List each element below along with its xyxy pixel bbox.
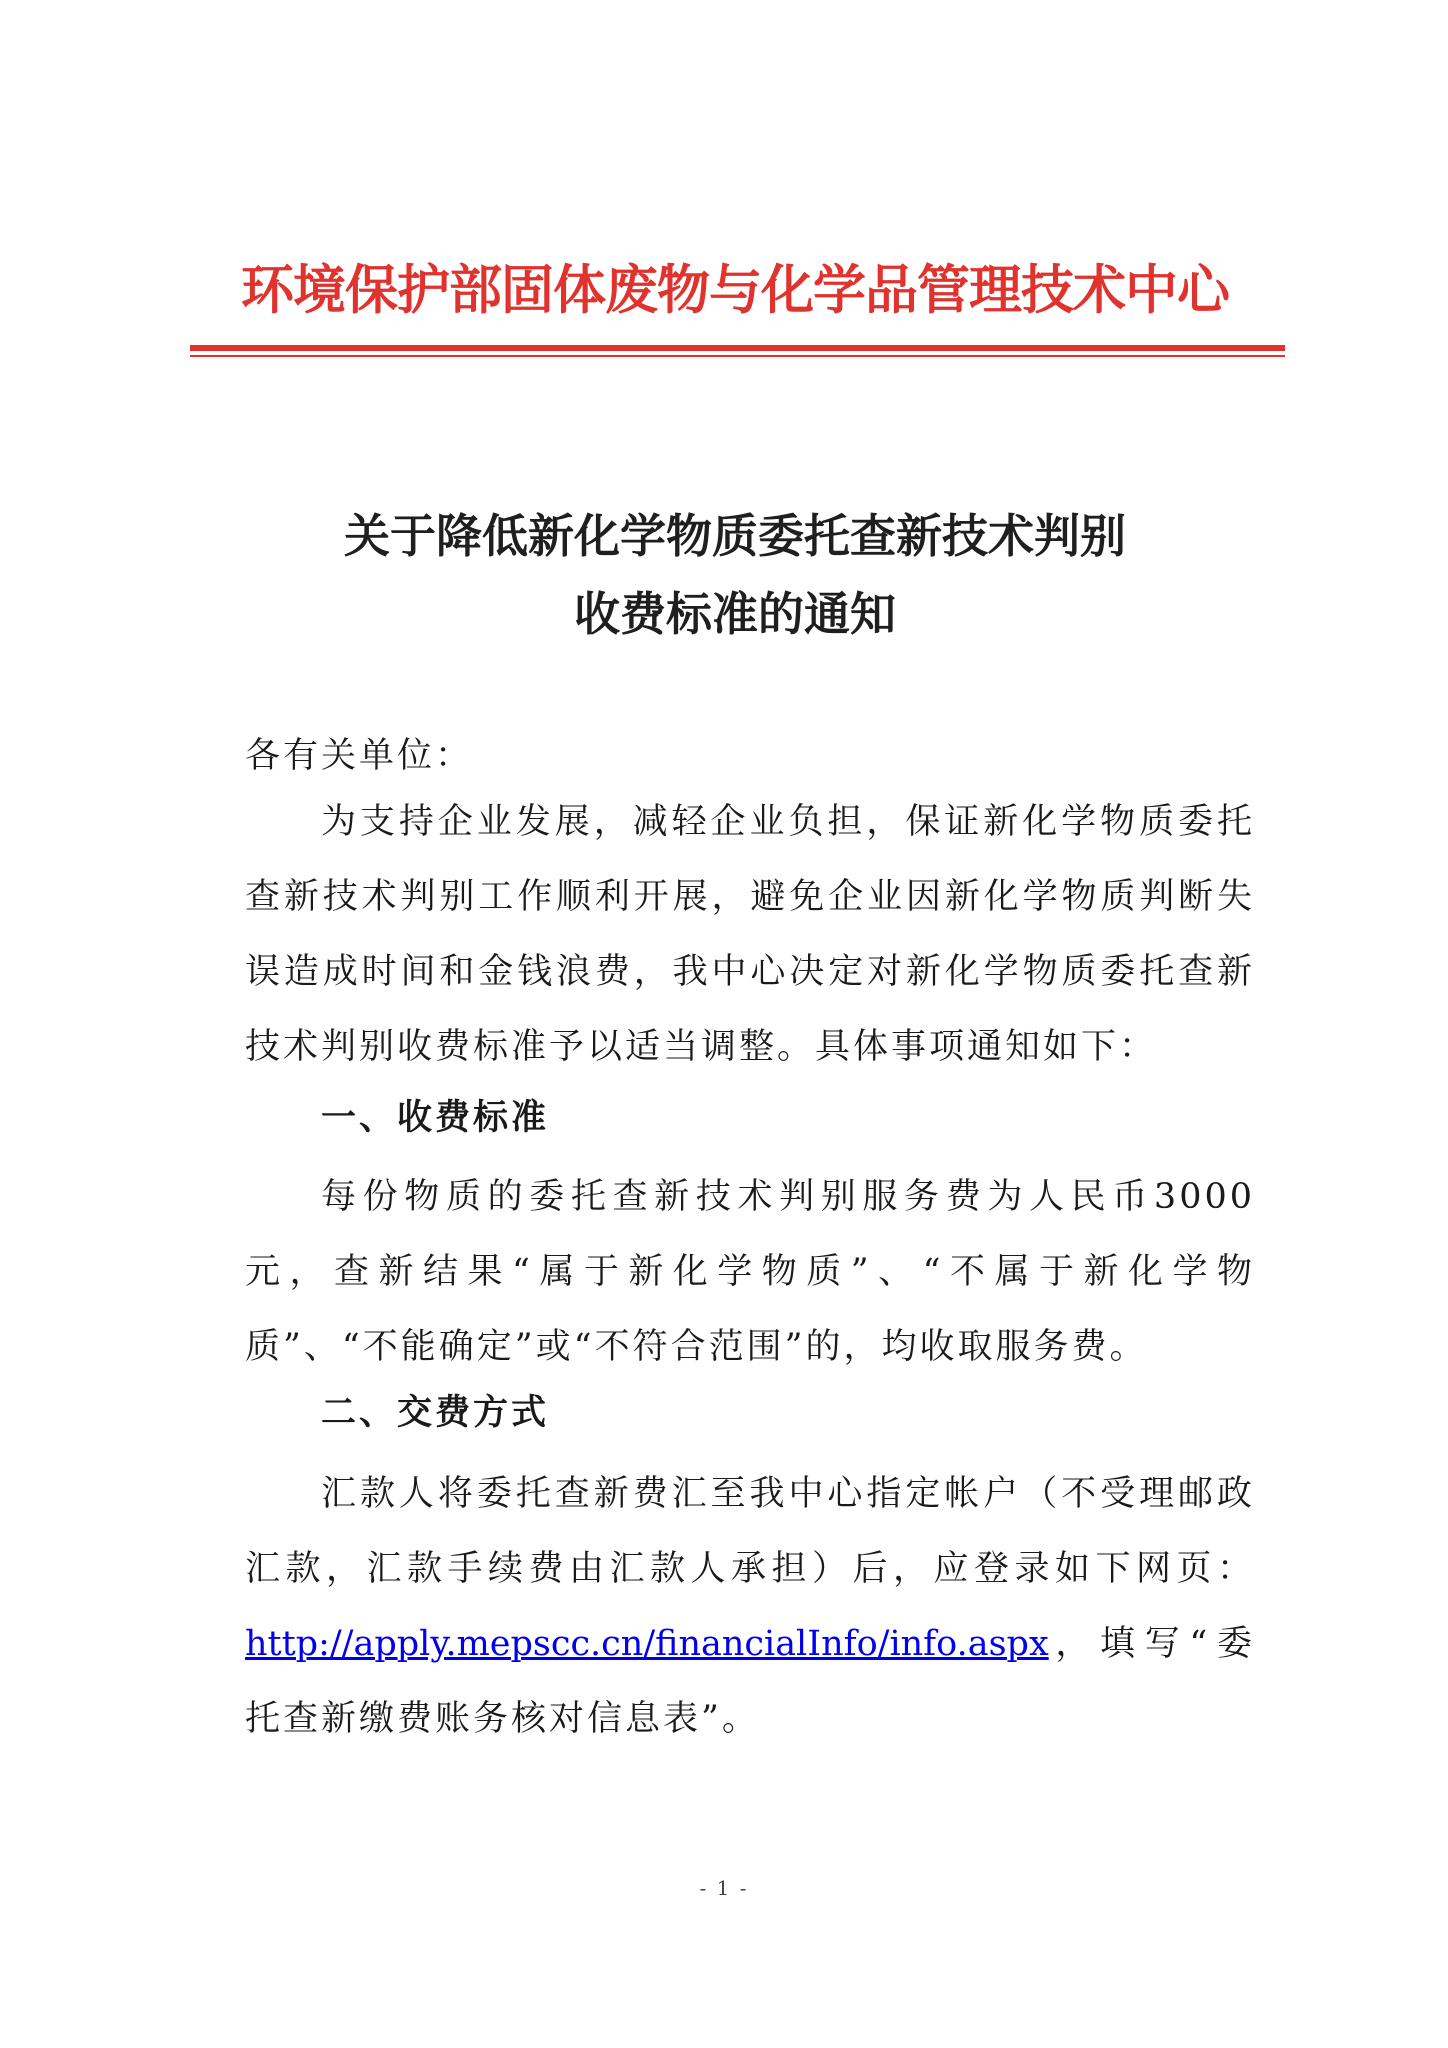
letterhead-red-rule xyxy=(190,345,1285,351)
letterhead-red-rule-thin xyxy=(190,355,1285,357)
document-title-line-2: 收费标准的通知 xyxy=(574,587,896,641)
salutation: 各有关单位： xyxy=(245,736,474,776)
section-heading-fee-standard: 一、收费标准 xyxy=(321,1097,550,1138)
document-title-line-1: 关于降低新化学物质委托查新技术判别 xyxy=(344,509,1126,563)
letterhead-organization: 环境保护部固体废物与化学品管理技术中心 xyxy=(241,259,1229,321)
payment-text-before-link: 汇款人将委托查新费汇至我中心指定帐户（不受理邮政汇款，汇款手续费由汇款人承担）后，应登录如下网页： xyxy=(245,1474,1255,1589)
page-number: - 1 - xyxy=(699,1876,749,1900)
payment-info-link[interactable]: http://apply.mepscc.cn/financialInfo/info.aspx xyxy=(245,1624,1049,1664)
payment-text-after-link: ，填写“委托查新缴费账务核对信息表”。 xyxy=(245,1624,1255,1739)
intro-paragraph: 为支持企业发展，减轻企业负担，保证新化学物质委托查新技术判别工作顺利开展，避免企业因新化学物质判断失误造成时间和金钱浪费，我中心决定对新化学物质委托查新技术判别收费标准予以适当调整。具体事项通知如下： xyxy=(245,802,1255,1067)
section-heading-payment-method: 二、交费方式 xyxy=(321,1392,550,1433)
payment-paragraph xyxy=(245,1457,1255,1757)
fee-paragraph: 每份物质的委托查新技术判别服务费为人民币3000元，查新结果“属于新化学物质”、“不属于新化学物质”、“不能确定”或“不符合范围”的，均收取服务费。 xyxy=(245,1177,1255,1367)
